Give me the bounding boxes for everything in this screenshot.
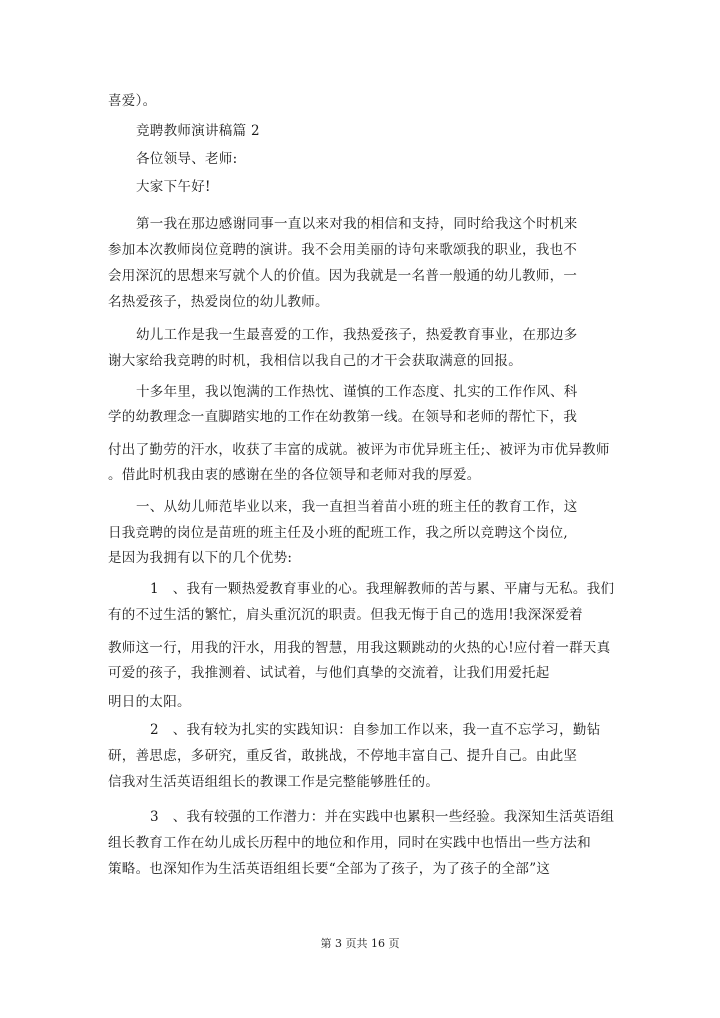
text-line: 教师这一行，用我的汗水，用我的智慧，用我这颗跳动的火热的心!应付着一群天真	[108, 640, 611, 656]
text-line: 第一我在那边感谢同事一直以来对我的相信和支持，同时给我这个时机来	[136, 216, 578, 232]
text-line: 名热爱孩子，热爱岗位的幼儿教师。	[108, 294, 329, 310]
text-line: 明日的太阳。	[108, 694, 191, 710]
page-footer: 第 3 页共 16 页	[320, 937, 400, 950]
list-item: 1 、我有一颗热爱教育事业的心。我理解教师的苦与累、平庸与无私。我们	[150, 581, 615, 597]
text-line: 研，善思虑，多研究，重反省，敢挑战，不停地丰富自己、提升自己。由此坚	[108, 748, 578, 764]
text-line: 。借此时机我由衷的感谢在坐的各位领导和老师对我的厚爱。	[108, 467, 481, 483]
text-line: 组长教育工作在幼儿成长历程中的地位和作用，同时在实践中也悟出一些方法和	[108, 835, 591, 851]
text-line: 喜爱）。	[108, 93, 157, 109]
salutation: 各位领导、老师:	[136, 151, 238, 167]
section-title: 竞聘教师演讲稿篇 2	[136, 123, 260, 139]
text-line: 学的幼教理念一直脚踏实地的工作在幼教第一线。在领导和老师的帮忙下，我	[108, 409, 578, 425]
greeting: 大家下午好!	[136, 179, 211, 195]
text-line: 有的不过生活的繁忙，肩头重沉沉的职责。但我无悔于自己的选用!我深深爱着	[108, 607, 583, 623]
text-line: 策略。也深知作为生活英语组组长要“全部为了孩子，为了孩子的全部”这	[108, 861, 551, 877]
text-line: 参加本次教师岗位竟聘的演讲。我不会用美丽的诗句来歌颂我的职业，我也不	[108, 242, 578, 258]
text-line: 一、从幼儿师范毕业以来，我一直担当着苗小班的班主任的教育工作，这	[136, 499, 578, 515]
text-line: 是因为我拥有以下的几个优势:	[108, 550, 293, 566]
text-line: 会用深沉的思想来写就个人的价值。因为我就是一名普一般通的幼儿教师，一	[108, 268, 578, 284]
list-item: 3 、我有较强的工作潜力：并在实践中也累积一些经验。我深知生活英语组	[150, 809, 615, 825]
text-line: 日我竞聘的岗位是苗班的班主任及小班的配班工作，我之所以竞聘这个岗位,	[108, 525, 568, 541]
text-line: 可爱的孩子，我推测着、试试着，与他们真挚的交流着，让我们用爱托起	[108, 665, 550, 681]
text-line: 信我对生活英语组组长的教课工作是完整能够胜任的。	[108, 774, 440, 790]
text-line: 谢大家给我竞聘的时机，我相信以我自己的才干会获取满意的回报。	[108, 353, 522, 369]
text-line: 十多年里，我以饱满的工作热忱、谨慎的工作态度、扎实的工作作风、科	[136, 384, 578, 400]
list-item: 2 、我有较为扎实的实践知识：自参加工作以来，我一直不忘学习，勤钻	[150, 722, 601, 738]
text-line: 付出了勤劳的汗水，收获了丰富的成就。被评为市优异班主任;、被评为市优异教师	[108, 442, 610, 458]
text-line: 幼儿工作是我一生最喜爱的工作，我热爱孩子，热爱教育事业，在那边多	[136, 327, 578, 343]
